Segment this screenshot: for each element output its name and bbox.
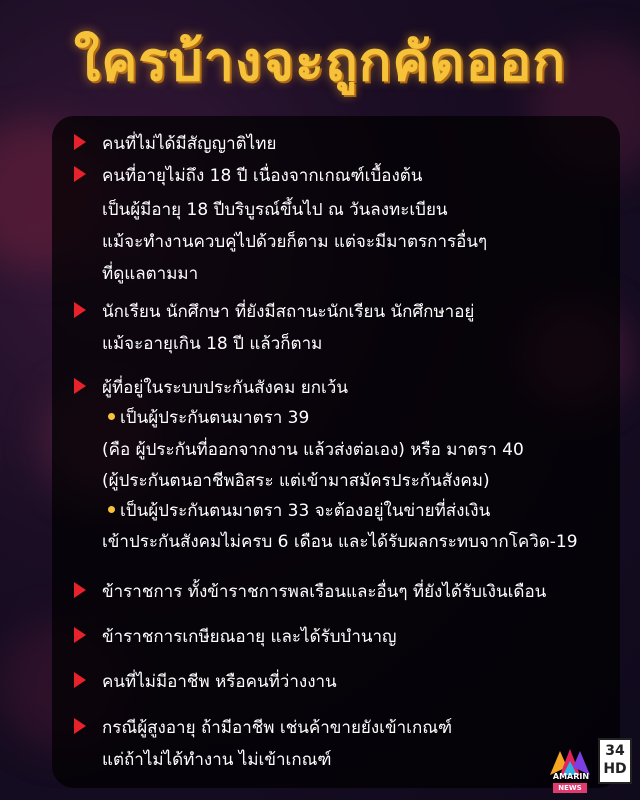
item-line: (คือ ผู้ประกันที่ออกจากงาน แล้วส่งต่อเอง) หรือ มาตรา 40 bbox=[102, 440, 524, 460]
item-line: แม้จะทำงานควบคู่ไปด้วยก็ตาม แต่จะมีมาตรการอื่นๆ bbox=[102, 232, 488, 252]
page-title: ใครบ้างจะถูกคัดออก bbox=[73, 30, 567, 93]
item-line: เป็นผู้ประกันตนมาตรา 39 bbox=[120, 408, 310, 428]
red-triangle-bullet-icon bbox=[74, 718, 86, 734]
yellow-dot-bullet-icon bbox=[108, 506, 115, 513]
brand-tag: NEWS bbox=[553, 783, 587, 793]
channel-number: 34 bbox=[605, 743, 625, 759]
red-triangle-bullet-icon bbox=[74, 302, 86, 318]
item-line: แต่ถ้าไม่ได้ทำงาน ไม่เข้าเกณฑ์ bbox=[102, 750, 332, 770]
item-line: เข้าประกันสังคมไม่ครบ 6 เดือน และได้รับผลกระทบจากโควิด-19 bbox=[102, 532, 578, 552]
item-line: กรณีผู้สูงอายุ ถ้ามีอาชีพ เช่นค้าขายยังเข้าเกณฑ์ bbox=[102, 718, 453, 738]
item-line: ข้าราชการ ทั้งข้าราชการพลเรือนและอื่นๆ ที่ยังได้รับเงินเดือน bbox=[102, 582, 547, 602]
amarin-logo-icon bbox=[545, 736, 595, 790]
item-line: เป็นผู้มีอายุ 18 ปีบริบูรณ์ขึ้นไป ณ วันลงทะเบียน bbox=[102, 200, 448, 220]
item-line: ผู้ที่อยู่ในระบบประกันสังคม ยกเว้น bbox=[102, 378, 348, 398]
item-line: เป็นผู้ประกันตนมาตรา 33 จะต้องอยู่ในข่ายที่ส่งเงิน bbox=[120, 501, 491, 521]
item-line: ข้าราชการเกษียณอายุ และได้รับบำนาญ bbox=[102, 627, 397, 647]
brand-name: AMARIN bbox=[552, 772, 590, 781]
yellow-dot-bullet-icon bbox=[108, 413, 115, 420]
red-triangle-bullet-icon bbox=[74, 166, 86, 182]
item-line: (ผู้ประกันตนอาชีพอิสระ แต่เข้ามาสมัครประกันสังคม) bbox=[102, 471, 490, 491]
red-triangle-bullet-icon bbox=[74, 582, 86, 598]
content-panel bbox=[52, 116, 620, 788]
item-line: ที่ดูแลตามมา bbox=[102, 264, 199, 284]
red-triangle-bullet-icon bbox=[74, 134, 86, 150]
red-triangle-bullet-icon bbox=[74, 627, 86, 643]
channel-sub: HD bbox=[603, 761, 627, 777]
red-triangle-bullet-icon bbox=[74, 672, 86, 688]
item-line: แม้จะอายุเกิน 18 ปี แล้วก็ตาม bbox=[102, 334, 323, 354]
channel-badge bbox=[598, 738, 632, 784]
item-line: คนที่อายุไม่ถึง 18 ปี เนื่องจากเกณฑ์เบื้องต้น bbox=[102, 166, 423, 186]
item-line: คนที่ไม่ได้มีสัญญาติไทย bbox=[102, 134, 277, 154]
red-triangle-bullet-icon bbox=[74, 378, 86, 394]
item-line: นักเรียน นักศึกษา ที่ยังมีสถานะนักเรียน นักศึกษาอยู่ bbox=[102, 302, 475, 322]
item-line: คนที่ไม่มีอาชีพ หรือคนที่ว่างงาน bbox=[102, 672, 337, 692]
